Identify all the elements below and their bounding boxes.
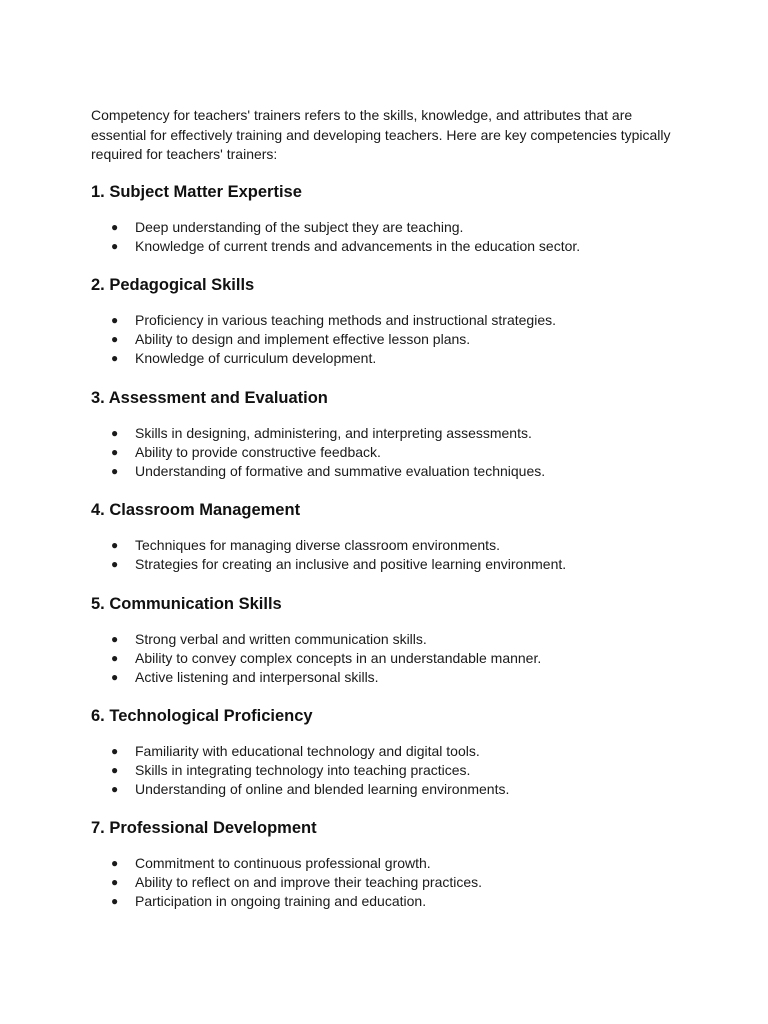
list-item: ● Ability to design and implement effective lesson plans. [111, 330, 471, 347]
bullet-icon: ● [111, 426, 119, 440]
bullet-icon: ● [111, 350, 119, 365]
bullet-list [91, 742, 681, 798]
bullet-icon: ● [111, 538, 119, 552]
list-item: ● Familiarity with educational technology and digital tools. [111, 743, 480, 759]
section-pedagogical-skills [91, 275, 681, 367]
list-item: ● Participation in ongoing training and education. [111, 892, 427, 909]
list-item: ● Strategies for creating an inclusive and positive learning environment. [111, 555, 567, 572]
section-heading: 3. Assessment and Evaluation [91, 389, 328, 407]
list-item: ● Skills in integrating technology into teaching practices. [111, 761, 471, 778]
bullet-list [91, 854, 681, 910]
section-heading: 2. Pedagogical Skills [91, 276, 255, 294]
section-classroom-management [91, 500, 681, 574]
list-item: ● Deep understanding of the subject they are teaching. [111, 219, 464, 235]
section-communication-skills [91, 594, 681, 686]
list-item: ● Ability to provide constructive feedback. [111, 443, 381, 460]
bullet-icon: ● [111, 893, 119, 908]
bullet-icon: ● [111, 669, 119, 684]
bullet-icon: ● [111, 744, 119, 758]
bullet-icon: ● [111, 781, 119, 796]
list-item: ● Skills in designing, administering, and interpreting assessments. [111, 425, 532, 441]
section-professional-development [91, 818, 681, 910]
list-item: ● Proficiency in various teaching methods and instructional strategies. [111, 312, 556, 328]
section-assessment-evaluation [91, 388, 681, 480]
bullet-list [91, 424, 681, 480]
bullet-list [91, 630, 681, 686]
list-item: ● Commitment to continuous professional growth. [111, 855, 431, 871]
bullet-icon: ● [111, 463, 119, 478]
section-technological-proficiency [91, 706, 681, 798]
document-page [91, 106, 681, 909]
bullet-icon: ● [111, 313, 119, 327]
bullet-icon: ● [111, 632, 119, 646]
section-heading: 1. Subject Matter Expertise [91, 183, 302, 201]
section-heading: 6. Technological Proficiency [91, 707, 313, 725]
bullet-icon: ● [111, 556, 119, 571]
list-item: ● Understanding of formative and summative evaluation techniques. [111, 462, 546, 479]
bullet-icon: ● [111, 238, 119, 253]
intro-paragraph: Competency for teachers' trainers refers to the skills, knowledge, and attributes that are essential for effectively training and developing teachers. Here are key competencies typically required for teachers' trainers: [91, 107, 671, 162]
section-subject-matter-expertise [91, 182, 681, 256]
list-item: ● Knowledge of curriculum development. [111, 349, 377, 366]
list-item: ● Ability to reflect on and improve their teaching practices. [111, 873, 483, 890]
section-heading: 4. Classroom Management [91, 501, 301, 519]
list-item: ● Active listening and interpersonal skills. [111, 668, 379, 685]
bullet-icon: ● [111, 220, 119, 234]
list-item: ● Strong verbal and written communication skills. [111, 631, 427, 647]
bullet-list [91, 311, 681, 367]
section-heading: 5. Communication Skills [91, 595, 282, 613]
list-item: ● Knowledge of current trends and advancements in the education sector. [111, 237, 581, 254]
bullet-list [91, 218, 681, 256]
bullet-icon: ● [111, 650, 119, 665]
list-item: ● Understanding of online and blended learning environments. [111, 780, 510, 797]
section-heading: 7. Professional Development [91, 819, 317, 837]
bullet-icon: ● [111, 444, 119, 459]
list-item: ● Techniques for managing diverse classroom environments. [111, 537, 500, 553]
bullet-icon: ● [111, 874, 119, 889]
bullet-icon: ● [111, 762, 119, 777]
bullet-icon: ● [111, 856, 119, 870]
bullet-list [91, 536, 681, 574]
list-item: ● Ability to convey complex concepts in an understandable manner. [111, 649, 542, 666]
bullet-icon: ● [111, 331, 119, 346]
